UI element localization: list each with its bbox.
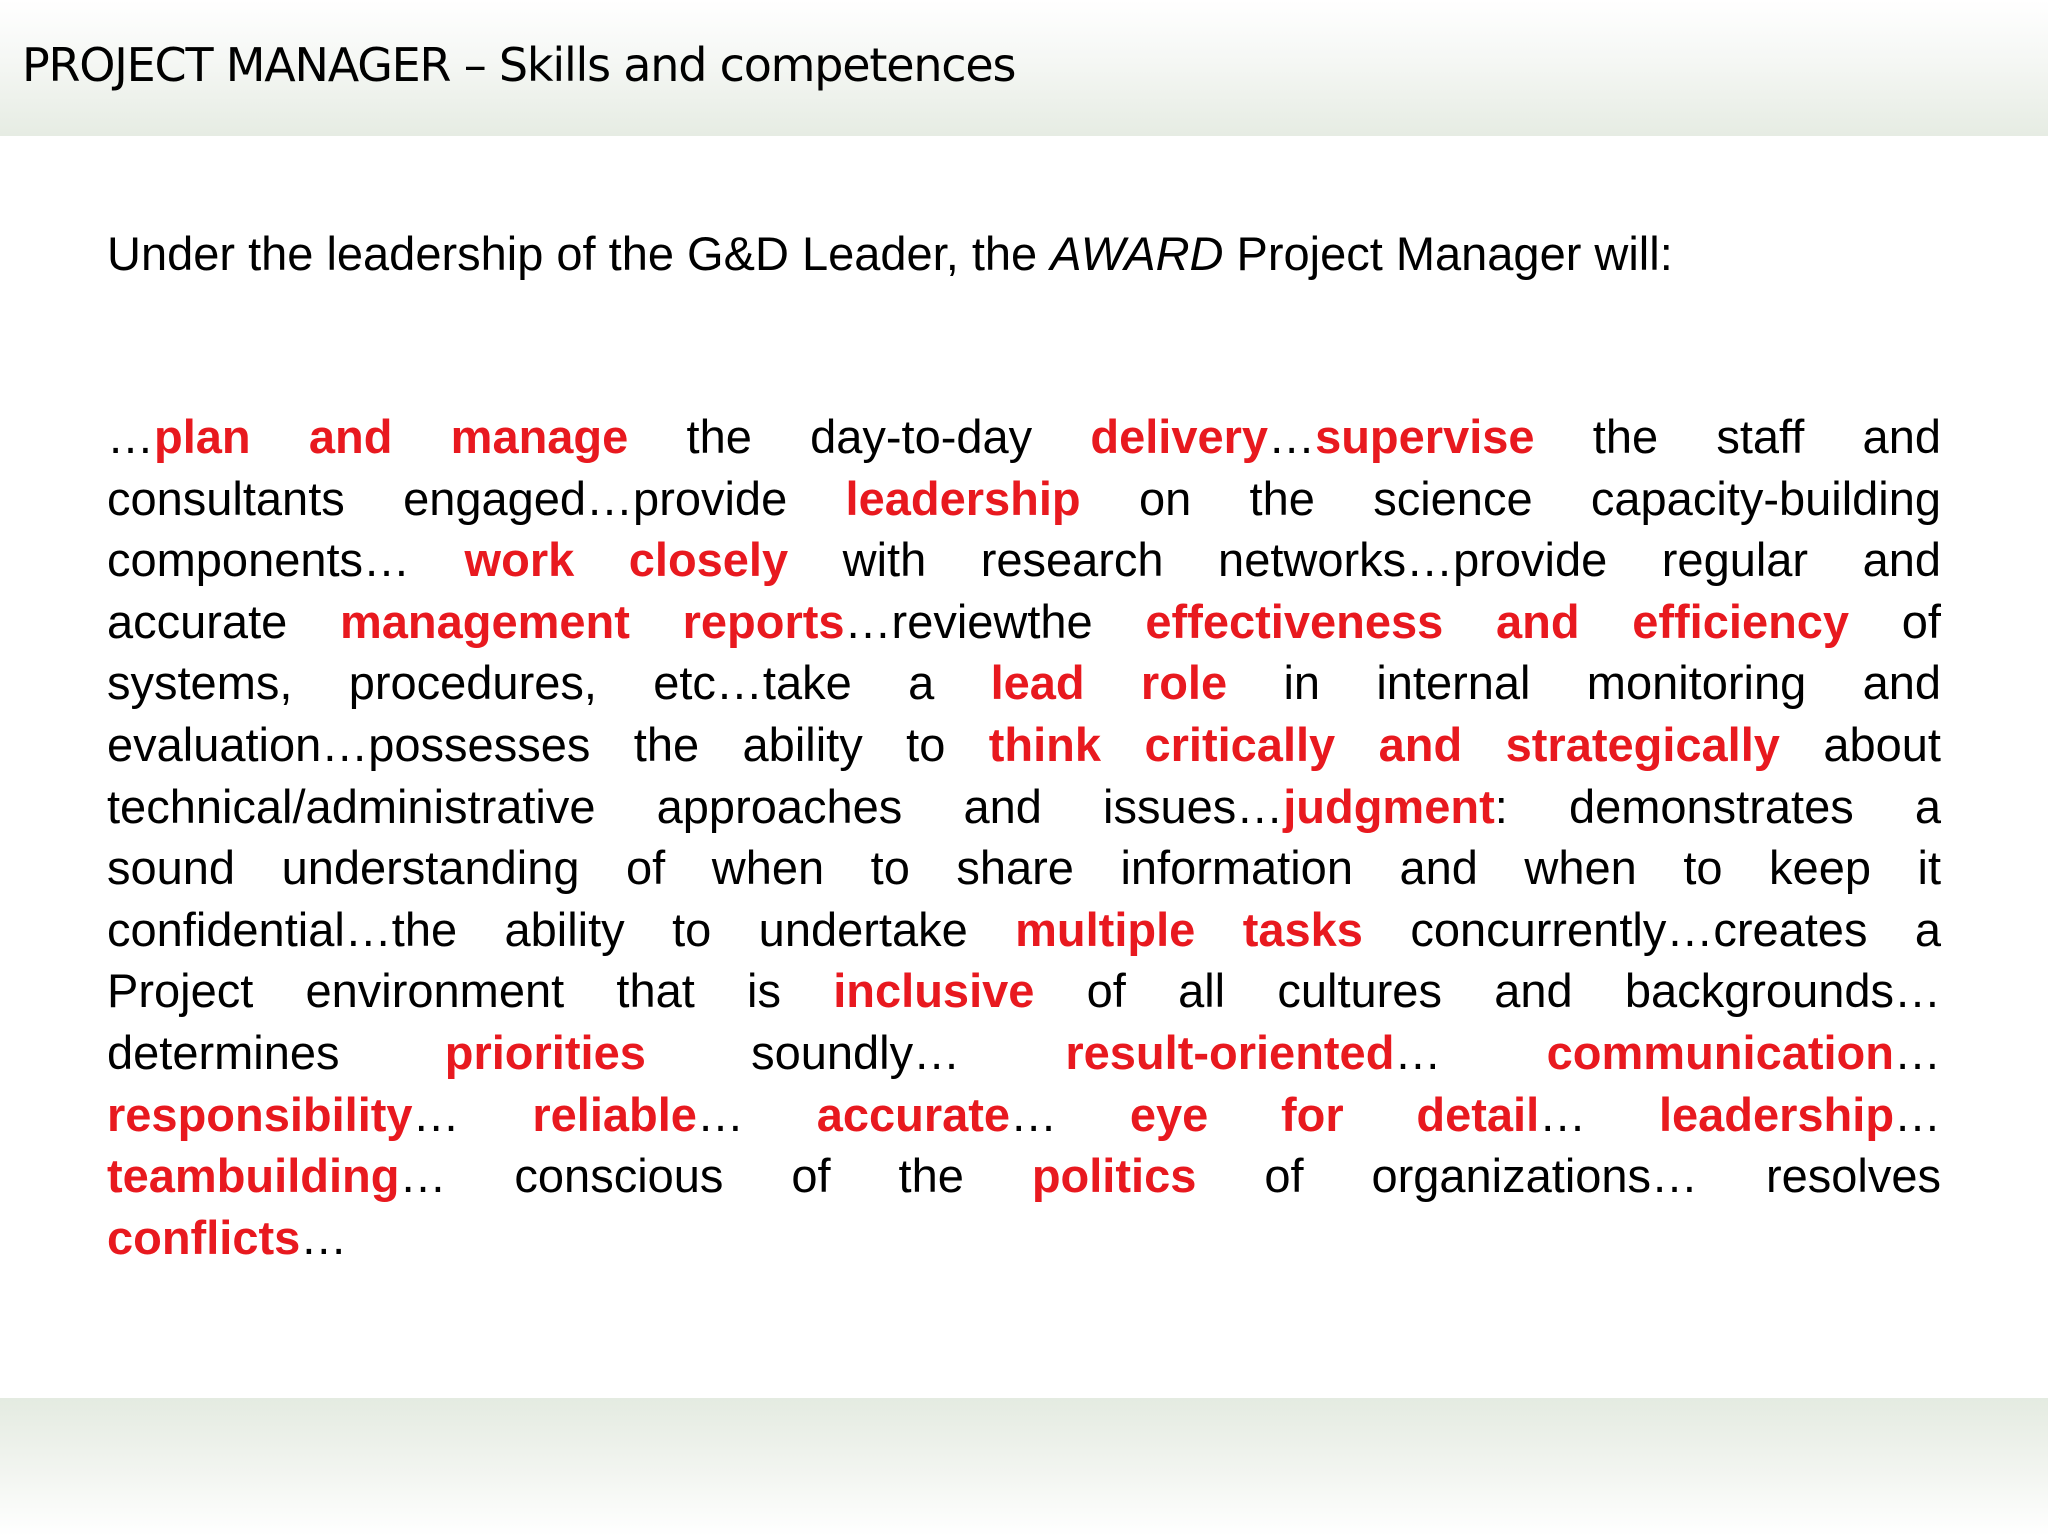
- paragraph-line: [107, 591, 1941, 653]
- highlighted-term: inclusive: [833, 964, 1035, 1018]
- paragraph-line: [107, 837, 1941, 899]
- paragraph-text: the day-to-day: [628, 410, 1091, 463]
- paragraph-text: technical/administrative approaches and issues…: [107, 779, 1284, 833]
- paragraph-line: [107, 1207, 1941, 1269]
- paragraph-text: …: [1893, 1025, 1941, 1079]
- highlighted-term: priorities: [444, 1025, 646, 1079]
- paragraph-text: of organizations… resolves: [1196, 1149, 1942, 1203]
- footer-band: [0, 1398, 2048, 1536]
- paragraph-text: with research networks…provide regular and: [788, 533, 1941, 587]
- paragraph-text: about: [1779, 717, 1941, 771]
- paragraph-text: …: [300, 1210, 348, 1264]
- highlighted-term: supervise: [1315, 410, 1535, 463]
- paragraph-line: [107, 1022, 1941, 1084]
- highlighted-term: judgment: [1283, 779, 1495, 833]
- paragraph-text: consultants engaged…provide: [107, 471, 846, 525]
- highlighted-term: teambuilding: [107, 1149, 400, 1203]
- paragraph-text: …: [696, 1087, 817, 1141]
- competences-paragraph: [107, 406, 1941, 1268]
- paragraph-line: [107, 529, 1941, 591]
- paragraph-text: of: [1849, 594, 1941, 648]
- highlighted-term: result-oriented: [1065, 1025, 1395, 1079]
- paragraph-line: [107, 652, 1941, 714]
- highlighted-term: leadership: [845, 471, 1081, 525]
- paragraph-text: …: [1539, 1087, 1659, 1141]
- paragraph-text: …: [1894, 1087, 1942, 1141]
- highlighted-term: lead role: [990, 656, 1228, 710]
- title-band: [0, 0, 2048, 136]
- paragraph-text: the staff and: [1534, 410, 1941, 463]
- highlighted-term: responsibility: [107, 1087, 413, 1141]
- paragraph-text: Project environment that is: [107, 964, 834, 1018]
- highlighted-term: eye for detail: [1129, 1087, 1540, 1141]
- paragraph-text: confidential…the ability to undertake: [107, 902, 1016, 956]
- paragraph-line: [107, 899, 1941, 961]
- paragraph-text: accurate: [107, 594, 340, 648]
- paragraph-text: evaluation…possesses the ability to: [107, 717, 989, 771]
- intro-sentence: [107, 226, 1673, 281]
- paragraph-text: components…: [107, 533, 465, 587]
- paragraph-text: determines: [107, 1025, 445, 1079]
- intro-text-after: Project Manager will:: [1223, 227, 1673, 280]
- paragraph-text: : demonstrates a: [1494, 779, 1942, 833]
- highlighted-term: leadership: [1658, 1087, 1895, 1141]
- highlighted-term: conflicts: [107, 1210, 301, 1264]
- intro-text-before: Under the leadership of the G&D Leader, the: [107, 227, 1051, 280]
- highlighted-term: multiple tasks: [1015, 902, 1363, 956]
- highlighted-term: communication: [1546, 1025, 1894, 1079]
- paragraph-text: systems, procedures, etc…take a: [107, 656, 991, 710]
- paragraph-text: in internal monitoring and: [1227, 656, 1941, 710]
- highlighted-term: management reports: [339, 594, 845, 648]
- highlighted-term: politics: [1031, 1149, 1197, 1203]
- highlighted-term: delivery: [1090, 410, 1269, 463]
- paragraph-text: … conscious of the: [399, 1149, 1032, 1203]
- highlighted-term: think critically and strategically: [988, 717, 1780, 771]
- paragraph-line: [107, 406, 1941, 468]
- paragraph-text: …: [107, 410, 154, 463]
- paragraph-line: [107, 1084, 1941, 1146]
- highlighted-term: accurate: [816, 1087, 1011, 1141]
- highlighted-term: plan and manage: [154, 410, 629, 463]
- paragraph-text: …: [1010, 1087, 1130, 1141]
- paragraph-text: …: [412, 1087, 533, 1141]
- paragraph-text: of all cultures and backgrounds…: [1034, 964, 1941, 1018]
- paragraph-text: sound understanding of when to share information and when to keep it: [107, 841, 1941, 895]
- paragraph-line: [107, 776, 1941, 838]
- paragraph-line: [107, 960, 1941, 1022]
- paragraph-text: concurrently…creates a: [1362, 902, 1941, 956]
- paragraph-text: on the science capacity-building: [1080, 471, 1941, 525]
- paragraph-text: …reviewthe: [844, 594, 1146, 648]
- paragraph-line: [107, 714, 1941, 776]
- intro-award-emphasis: AWARD: [1050, 227, 1224, 280]
- paragraph-text: …: [1394, 1025, 1547, 1079]
- paragraph-text: …: [1268, 410, 1316, 463]
- paragraph-line: [107, 1145, 1941, 1207]
- highlighted-term: reliable: [532, 1087, 697, 1141]
- highlighted-term: work closely: [464, 533, 789, 587]
- highlighted-term: effectiveness and efficiency: [1145, 594, 1850, 648]
- slide-title: PROJECT MANAGER – Skills and competences: [22, 38, 1016, 92]
- paragraph-text: soundly…: [645, 1025, 1066, 1079]
- paragraph-line: [107, 468, 1941, 530]
